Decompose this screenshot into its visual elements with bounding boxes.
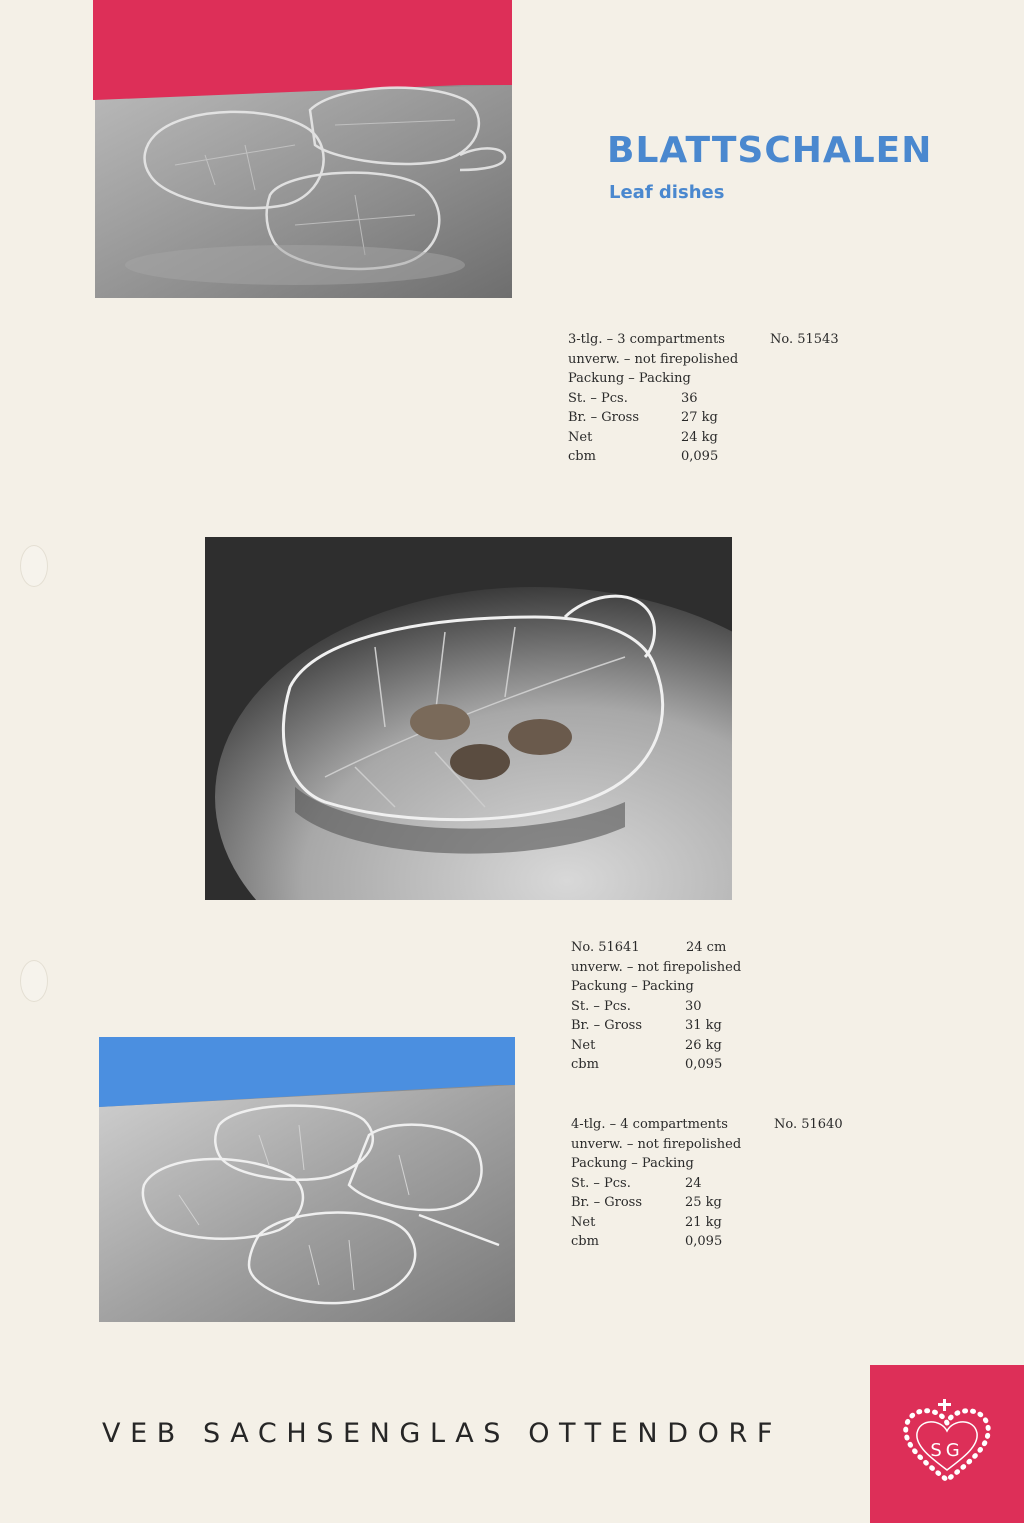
spec-row	[571, 1174, 871, 1194]
spec-header-row	[571, 1115, 871, 1135]
spec-value: 27 kg	[681, 410, 718, 425]
spec-label: Net	[571, 1214, 596, 1230]
spec-variant: 4-tlg. – 4 compartments	[571, 1117, 728, 1132]
spec-packing-label: Packung – Packing	[571, 979, 694, 994]
spec-value: 24	[685, 1175, 702, 1191]
spec-value: 24 kg	[681, 429, 718, 445]
spec-row	[571, 1016, 871, 1036]
spec-row	[568, 447, 868, 467]
spec-row	[568, 408, 868, 428]
page-title: BLATTSCHALEN	[607, 130, 933, 171]
leaf-dish-image	[205, 537, 732, 900]
product-photo-51543	[95, 85, 512, 298]
spec-packing-label: Packung – Packing	[571, 1156, 694, 1171]
heart-logo-icon	[870, 1365, 1024, 1523]
spec-block-51641	[571, 938, 871, 1075]
spec-label: Br. – Gross	[571, 1195, 643, 1210]
spec-block-51640	[571, 1115, 871, 1252]
product-photo-51641	[205, 537, 732, 900]
spec-number: No. 51543	[770, 332, 839, 347]
spec-value: 0,095	[685, 1057, 723, 1072]
spec-number: No. 51641	[571, 940, 640, 955]
spec-label: cbm	[568, 449, 596, 464]
spec-label: cbm	[571, 1057, 599, 1072]
spec-number: No. 51640	[774, 1117, 843, 1132]
spec-finish: unverw. – not firepolished	[571, 959, 742, 975]
spec-label: St. – Pcs.	[571, 998, 631, 1014]
spec-row	[571, 1055, 871, 1075]
company-logo	[870, 1365, 1024, 1523]
spec-row	[571, 1232, 871, 1252]
product-photo-51640	[99, 1085, 515, 1322]
spec-row	[568, 389, 868, 409]
spec-value: 0,095	[685, 1234, 723, 1249]
spec-row	[568, 428, 868, 448]
spec-label: Net	[568, 429, 593, 445]
punch-hole	[20, 545, 48, 587]
spec-row	[571, 1036, 871, 1056]
spec-value: 31 kg	[685, 1018, 722, 1033]
spec-header-row	[571, 938, 871, 958]
spec-block-51543	[568, 330, 868, 467]
spec-label: St. – Pcs.	[571, 1175, 631, 1191]
company-name: VEB SACHSENGLAS OTTENDORF	[102, 1418, 782, 1449]
spec-finish: unverw. – not firepolished	[571, 1136, 742, 1152]
page-subtitle: Leaf dishes	[609, 182, 725, 203]
punch-hole	[20, 960, 48, 1002]
spec-label: St. – Pcs.	[568, 390, 628, 406]
clover-dish-image	[99, 1085, 515, 1322]
spec-value: 0,095	[681, 449, 719, 464]
spec-value: 21 kg	[685, 1214, 722, 1230]
spec-value: 30	[685, 998, 702, 1014]
spec-variant: 3-tlg. – 3 compartments	[568, 332, 725, 347]
spec-label: cbm	[571, 1234, 599, 1249]
spec-label: Br. – Gross	[568, 410, 640, 425]
spec-finish: unverw. – not firepolished	[568, 351, 739, 367]
spec-value: 25 kg	[685, 1195, 722, 1210]
spec-row	[571, 1193, 871, 1213]
spec-value: 36	[681, 390, 698, 406]
spec-header-row	[568, 330, 868, 350]
spec-row	[571, 1213, 871, 1233]
spec-value: 26 kg	[685, 1037, 722, 1053]
spec-label: Br. – Gross	[571, 1018, 643, 1033]
spec-label: Net	[571, 1037, 596, 1053]
spec-packing-label: Packung – Packing	[568, 371, 691, 386]
three-compartment-dish-image	[95, 85, 512, 298]
spec-row	[571, 997, 871, 1017]
spec-size: 24 cm	[686, 940, 727, 955]
logo-monogram: SG	[930, 1440, 964, 1461]
